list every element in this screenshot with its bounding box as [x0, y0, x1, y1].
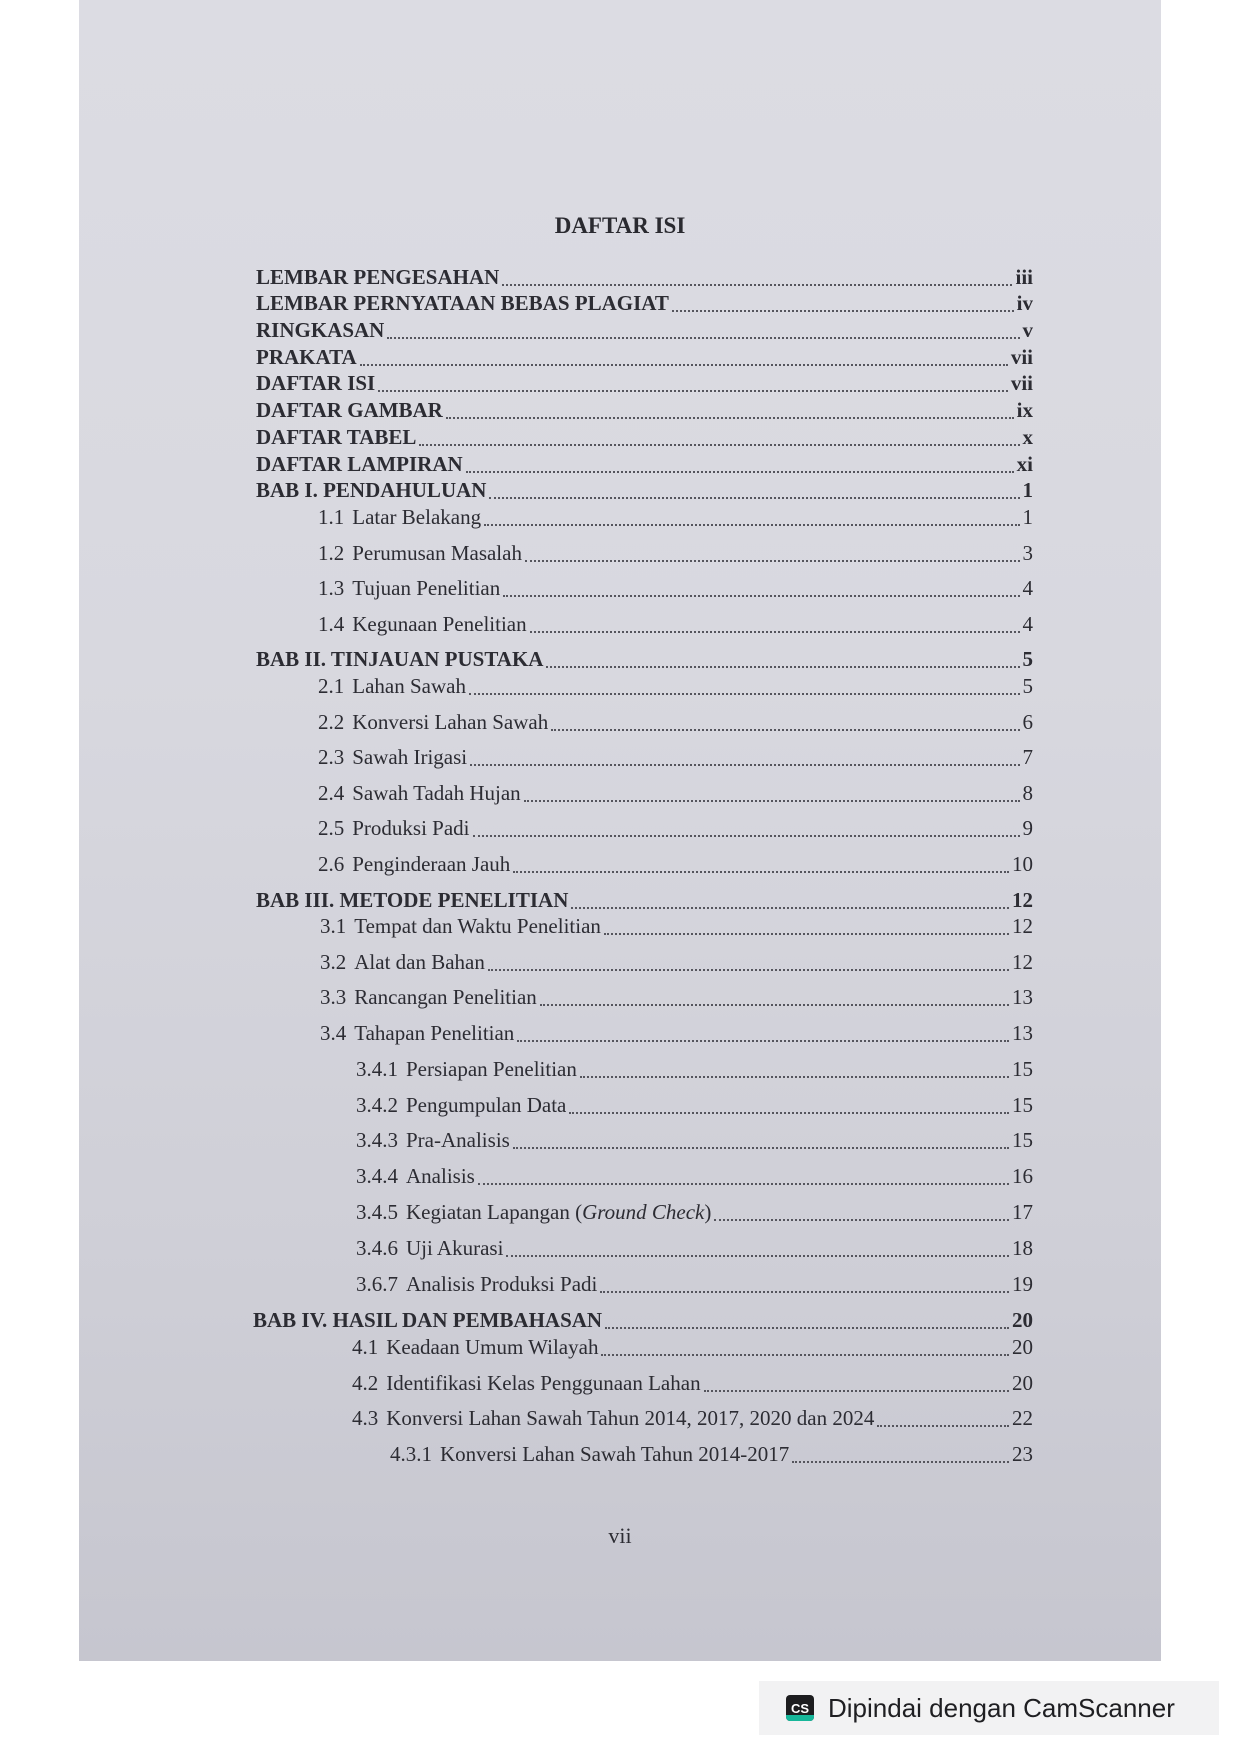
toc-entry-label: Produksi Padi: [352, 816, 470, 840]
toc-dot-leader: [877, 1425, 1009, 1427]
toc-entry-label: Penginderaan Jauh: [352, 852, 511, 876]
toc-entry-label: Tujuan Penelitian: [352, 576, 501, 600]
toc-entry: [318, 781, 1033, 807]
toc-entry: [356, 1164, 1033, 1190]
toc-title: DAFTAR ISI: [554, 213, 686, 238]
toc-entry-number: 3.4.2: [356, 1093, 398, 1117]
toc-dot-leader: [513, 871, 1009, 873]
toc-entry-page: 20: [1012, 1335, 1033, 1359]
toc-entry: [256, 425, 1033, 451]
toc-dot-leader: [446, 417, 1014, 419]
toc-entry-page: 1: [1022, 505, 1033, 529]
toc-entry-page: ix: [1016, 398, 1033, 422]
toc-entry-label: BAB IV. HASIL DAN PEMBAHASAN: [253, 1308, 603, 1332]
toc-entry-label: DAFTAR LAMPIRAN: [256, 452, 463, 476]
toc-dot-leader: [571, 907, 1009, 909]
toc-entry-number: 3.4.4: [356, 1164, 398, 1188]
camscanner-logo-text: CS: [790, 1700, 810, 1716]
toc-entry-label: Kegunaan Penelitian: [352, 612, 527, 636]
toc-dot-leader: [524, 800, 1020, 802]
toc-entry-label: Uji Akurasi: [406, 1236, 504, 1260]
toc-entry: [352, 1371, 1033, 1397]
toc-dot-leader: [569, 1112, 1009, 1114]
toc-entry: [318, 505, 1033, 531]
toc-entry-page: xi: [1016, 452, 1033, 476]
toc-entry-label: Keadaan Umum Wilayah: [386, 1335, 599, 1359]
toc-entry: [356, 1200, 1033, 1226]
toc-entry-number: 3.4.3: [356, 1128, 398, 1152]
toc-dot-leader: [503, 595, 1019, 597]
toc-entry-page: iii: [1015, 265, 1033, 289]
toc-entry-number: 2.5: [318, 816, 345, 840]
toc-entry-page: 15: [1012, 1057, 1033, 1081]
toc-entry: [390, 1442, 1033, 1468]
toc-entry-page: vii: [1010, 371, 1033, 395]
toc-entry-number: 4.3.1: [390, 1442, 432, 1466]
toc-entry: [318, 745, 1033, 771]
toc-dot-leader: [704, 1390, 1009, 1392]
toc-entry-page: 6: [1022, 710, 1033, 734]
toc-entry: [256, 888, 1033, 914]
toc-entry: [256, 452, 1033, 478]
toc-dot-leader: [506, 1255, 1009, 1257]
toc-entry: [256, 371, 1033, 397]
toc-entry-page: 18: [1012, 1236, 1033, 1260]
toc-entry-page: 22: [1012, 1406, 1033, 1430]
toc-dot-leader: [378, 390, 1008, 392]
toc-entry: [356, 1236, 1033, 1262]
toc-entry-page: 7: [1022, 745, 1033, 769]
toc-entry-label: Tempat dan Waktu Penelitian: [354, 914, 601, 938]
toc-entry: [320, 950, 1033, 976]
toc-entry-page: 9: [1022, 816, 1033, 840]
toc-entry-label: LEMBAR PENGESAHAN: [256, 265, 500, 289]
toc-entry-page: 15: [1012, 1093, 1033, 1117]
toc-dot-leader: [604, 933, 1009, 935]
toc-entry: [256, 398, 1033, 424]
watermark-text: Dipindai dengan CamScanner: [828, 1692, 1175, 1723]
toc-entry-page: 20: [1012, 1371, 1033, 1395]
toc-entry-label: Latar Belakang: [352, 505, 482, 529]
toc-entry-number: 3.4.6: [356, 1236, 398, 1260]
toc-dot-leader: [484, 524, 1019, 526]
toc-entry-label: Konversi Lahan Sawah Tahun 2014-2017: [440, 1442, 790, 1466]
toc-dot-leader: [469, 693, 1020, 695]
toc-entry-page: 13: [1012, 1021, 1033, 1045]
toc-entry-page: 5: [1022, 647, 1033, 671]
toc-dot-leader: [470, 764, 1019, 766]
toc-entry-label: Konversi Lahan Sawah Tahun 2014, 2017, 2020 dan 2024: [386, 1406, 875, 1430]
camscanner-watermark: [759, 1681, 1219, 1735]
toc-dot-leader: [502, 284, 1012, 286]
toc-entry: [352, 1406, 1033, 1432]
toc-entry-label: BAB III. METODE PENELITIAN: [256, 888, 569, 912]
toc-entry: [256, 318, 1033, 344]
toc-entry-page: 15: [1012, 1128, 1033, 1152]
toc-entry-label: Perumusan Masalah: [352, 541, 522, 565]
toc-entry-page: vii: [1010, 345, 1033, 369]
toc-entry-number: 3.2: [320, 950, 347, 974]
toc-dot-leader: [600, 1291, 1009, 1293]
toc-entry: [256, 478, 1033, 504]
toc-entry-page: 23: [1012, 1442, 1033, 1466]
toc-entry-label: Rancangan Penelitian: [354, 985, 537, 1009]
toc-entry-page: 20: [1012, 1308, 1033, 1332]
toc-dot-leader: [517, 1040, 1009, 1042]
toc-entry-label: DAFTAR GAMBAR: [256, 398, 443, 422]
toc-dot-leader: [489, 497, 1019, 499]
toc-entry-page: 4: [1022, 612, 1033, 636]
toc-entry-number: 2.4: [318, 781, 345, 805]
toc-entry-number: 4.3: [352, 1406, 379, 1430]
toc-entry-page: 3: [1022, 541, 1033, 565]
toc-entry: [318, 852, 1033, 878]
toc-entry: [318, 674, 1033, 700]
toc-entry-number: 1.3: [318, 576, 345, 600]
toc-dot-leader: [387, 337, 1019, 339]
toc-entry-number: 2.3: [318, 745, 345, 769]
camscanner-logo-icon: [786, 1695, 814, 1721]
toc-entry-page: 12: [1012, 888, 1033, 912]
toc-entry-number: 1.1: [318, 505, 345, 529]
toc-entry: [320, 985, 1033, 1011]
toc-entry-label: Sawah Tadah Hujan: [352, 781, 521, 805]
toc-entry-number: 1.2: [318, 541, 345, 565]
toc-dot-leader: [466, 471, 1014, 473]
toc-entry-label: PRAKATA: [256, 345, 357, 369]
toc-entry: [318, 612, 1033, 638]
toc-entry-page: 16: [1012, 1164, 1033, 1188]
toc-entry-label: Analisis: [406, 1164, 475, 1188]
toc-entry-label: DAFTAR TABEL: [256, 425, 417, 449]
toc-entry-label: BAB I. PENDAHULUAN: [256, 478, 487, 502]
toc-dot-leader: [792, 1461, 1009, 1463]
toc-entry-label: DAFTAR ISI: [256, 371, 376, 395]
toc-entry-page: 5: [1022, 674, 1033, 698]
toc-entry-number: 2.2: [318, 710, 345, 734]
toc-entry-label: BAB II. TINJAUAN PUSTAKA: [256, 647, 544, 671]
toc-entry: [318, 541, 1033, 567]
toc-entry-number: 3.6.7: [356, 1272, 398, 1296]
toc-entry: [256, 291, 1033, 317]
toc-entry-page: 12: [1012, 950, 1033, 974]
toc-entry-number: 3.4.1: [356, 1057, 398, 1081]
toc-entry-number: 4.1: [352, 1335, 379, 1359]
toc-entry-label: Identifikasi Kelas Penggunaan Lahan: [386, 1371, 701, 1395]
toc-dot-leader: [360, 364, 1008, 366]
toc-dot-leader: [580, 1076, 1009, 1078]
toc-entry-page: 19: [1012, 1272, 1033, 1296]
toc-entry: [320, 914, 1033, 940]
toc-entry: [356, 1128, 1033, 1154]
toc-dot-leader: [714, 1219, 1009, 1221]
toc-dot-leader: [478, 1183, 1009, 1185]
toc-dot-leader: [605, 1327, 1009, 1329]
toc-entry: [318, 576, 1033, 602]
toc-entry: [253, 1308, 1033, 1334]
toc-entry-number: 3.3: [320, 985, 347, 1009]
toc-entry-number: 3.4: [320, 1021, 347, 1045]
toc-entry-label: RINGKASAN: [256, 318, 385, 342]
toc-dot-leader: [488, 969, 1009, 971]
toc-entry-label: Tahapan Penelitian: [354, 1021, 515, 1045]
toc-entry-page: 10: [1012, 852, 1033, 876]
toc-dot-leader: [546, 666, 1019, 668]
toc-entry-label: Alat dan Bahan: [354, 950, 485, 974]
toc-entry-number: 1.4: [318, 612, 345, 636]
toc-dot-leader: [473, 835, 1020, 837]
toc-entry-number: 3.1: [320, 914, 347, 938]
toc-entry-label: Analisis Produksi Padi: [406, 1272, 598, 1296]
toc-entry-page: x: [1022, 425, 1033, 449]
toc-entry-page: 8: [1022, 781, 1033, 805]
toc-entry-label: Konversi Lahan Sawah: [352, 710, 549, 734]
toc-dot-leader: [513, 1147, 1009, 1149]
toc-entry-label: Persiapan Penelitian: [406, 1057, 577, 1081]
toc-entry: [256, 647, 1033, 673]
toc-entry: [318, 816, 1033, 842]
toc-entry-page: 4: [1022, 576, 1033, 600]
toc-dot-leader: [540, 1004, 1009, 1006]
toc-entry-page: iv: [1016, 291, 1033, 315]
toc-entry: [256, 345, 1033, 371]
toc-entry-number: 4.2: [352, 1371, 379, 1395]
toc-dot-leader: [601, 1354, 1009, 1356]
toc-entry-page: 1: [1022, 478, 1033, 502]
toc-entry-label: Sawah Irigasi: [352, 745, 468, 769]
toc-entry-label: LEMBAR PERNYATAAN BEBAS PLAGIAT: [256, 291, 669, 315]
toc-entry: [352, 1335, 1033, 1361]
toc-dot-leader: [525, 560, 1020, 562]
toc-entry-label: Pra-Analisis: [406, 1128, 510, 1152]
toc-entry-page: 13: [1012, 985, 1033, 1009]
page-number: vii: [608, 1523, 632, 1548]
toc-entry: [256, 265, 1033, 291]
toc-entry-page: 12: [1012, 914, 1033, 938]
toc-entry-label: Lahan Sawah: [352, 674, 466, 698]
toc-entry: [356, 1093, 1033, 1119]
toc-entry-label: Kegiatan Lapangan (Ground Check): [406, 1200, 712, 1224]
toc-entry-number: 2.1: [318, 674, 345, 698]
toc-entry-page: 17: [1012, 1200, 1033, 1224]
toc-entry: [356, 1057, 1033, 1083]
toc-entry: [320, 1021, 1033, 1047]
toc-entry-page: v: [1022, 318, 1033, 342]
toc-entry: [318, 710, 1033, 736]
toc-entry-label: Pengumpulan Data: [406, 1093, 567, 1117]
toc-entry: [356, 1272, 1033, 1298]
toc-entry-number: 2.6: [318, 852, 345, 876]
toc-entry-number: 3.4.5: [356, 1200, 398, 1224]
toc-dot-leader: [530, 631, 1020, 633]
toc-dot-leader: [672, 310, 1014, 312]
toc-dot-leader: [419, 444, 1019, 446]
toc-dot-leader: [551, 729, 1019, 731]
